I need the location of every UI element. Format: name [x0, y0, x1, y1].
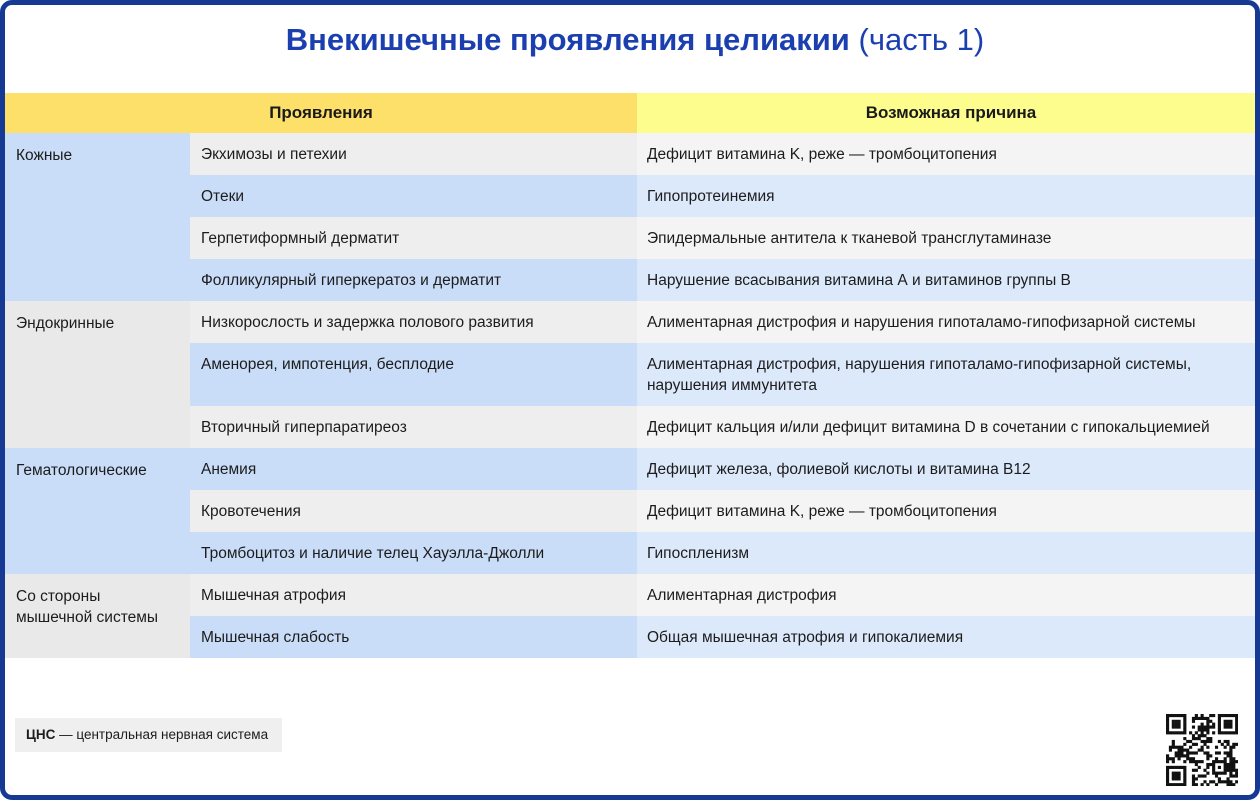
manifestation-cell: Герпетиформный дерматит — [190, 217, 637, 259]
cause-cell: Нарушение всасывания витамина А и витаминов группы В — [637, 259, 1260, 301]
manifestation-cell: Вторичный гиперпаратиреоз — [190, 406, 637, 448]
category-cell: Со стороны мышечной системы — [5, 574, 190, 658]
group-rows — [190, 301, 1260, 448]
table-row — [190, 448, 1260, 490]
abbreviation-definition: — центральная нервная система — [55, 727, 269, 742]
category-cell: Гематологические — [5, 448, 190, 574]
manifestation-cell: Мышечная слабость — [190, 616, 637, 658]
manifestation-cell: Фолликулярный гиперкератоз и дерматит — [190, 259, 637, 301]
cause-cell: Эпидермальные антитела к тканевой трансглутаминазе — [637, 217, 1260, 259]
table-row — [190, 343, 1260, 406]
table-group — [5, 301, 1260, 448]
manifestation-cell: Тромбоцитоз и наличие телец Хауэлла-Джолли — [190, 532, 637, 574]
abbreviation-legend — [15, 718, 282, 752]
table-header-row — [5, 93, 1260, 133]
table-row — [190, 133, 1260, 175]
cause-cell: Дефицит кальция и/или дефицит витамина D в сочетании с гипокальциемией — [637, 406, 1260, 448]
column-header-cause: Возможная причина — [637, 93, 1260, 133]
cause-cell: Дефицит железа, фолиевой кислоты и витамина В12 — [637, 448, 1260, 490]
table-row — [190, 217, 1260, 259]
table-group — [5, 133, 1260, 301]
table-group — [5, 574, 1260, 658]
category-cell: Кожные — [5, 133, 190, 301]
manifestation-cell: Мышечная атрофия — [190, 574, 637, 616]
cause-cell: Гипоспленизм — [637, 532, 1260, 574]
group-rows — [190, 133, 1260, 301]
group-rows — [190, 448, 1260, 574]
table-row — [190, 301, 1260, 343]
page-title — [10, 19, 1260, 61]
cause-cell: Алиментарная дистрофия и нарушения гипоталамо-гипофизарной системы — [637, 301, 1260, 343]
table-row — [190, 406, 1260, 448]
cause-cell: Алиментарная дистрофия — [637, 574, 1260, 616]
group-rows — [190, 574, 1260, 658]
qr-code-graphic — [1166, 714, 1238, 786]
table-row — [190, 574, 1260, 616]
cause-cell: Общая мышечная атрофия и гипокалиемия — [637, 616, 1260, 658]
table-body — [5, 133, 1260, 658]
cause-cell: Дефицит витамина K, реже — тромбоцитопения — [637, 133, 1260, 175]
category-cell: Эндокринные — [5, 301, 190, 448]
manifestation-cell: Низкорослость и задержка полового развития — [190, 301, 637, 343]
manifestation-cell: Экхимозы и петехии — [190, 133, 637, 175]
table-row — [190, 532, 1260, 574]
table-row — [190, 490, 1260, 532]
cause-cell: Гипопротеинемия — [637, 175, 1260, 217]
qr-code[interactable] — [1166, 714, 1238, 786]
page-title-part: (часть 1) — [858, 22, 985, 57]
abbreviation-term: ЦНС — [26, 727, 56, 742]
page-title-main: Внекишечные проявления целиакии — [285, 22, 850, 57]
table-row — [190, 616, 1260, 658]
footer — [10, 704, 1260, 790]
table-row — [190, 259, 1260, 301]
column-header-manifestations: Проявления — [5, 93, 637, 133]
manifestation-cell: Анемия — [190, 448, 637, 490]
manifestation-cell: Отеки — [190, 175, 637, 217]
table-group — [5, 448, 1260, 574]
table-row — [190, 175, 1260, 217]
manifestations-table — [5, 93, 1260, 658]
cause-cell: Алиментарная дистрофия, нарушения гипоталамо-гипофизарной системы, нарушения иммунитета — [637, 343, 1260, 406]
cause-cell: Дефицит витамина K, реже — тромбоцитопения — [637, 490, 1260, 532]
manifestation-cell: Кровотечения — [190, 490, 637, 532]
manifestation-cell: Аменорея, импотенция, бесплодие — [190, 343, 637, 406]
